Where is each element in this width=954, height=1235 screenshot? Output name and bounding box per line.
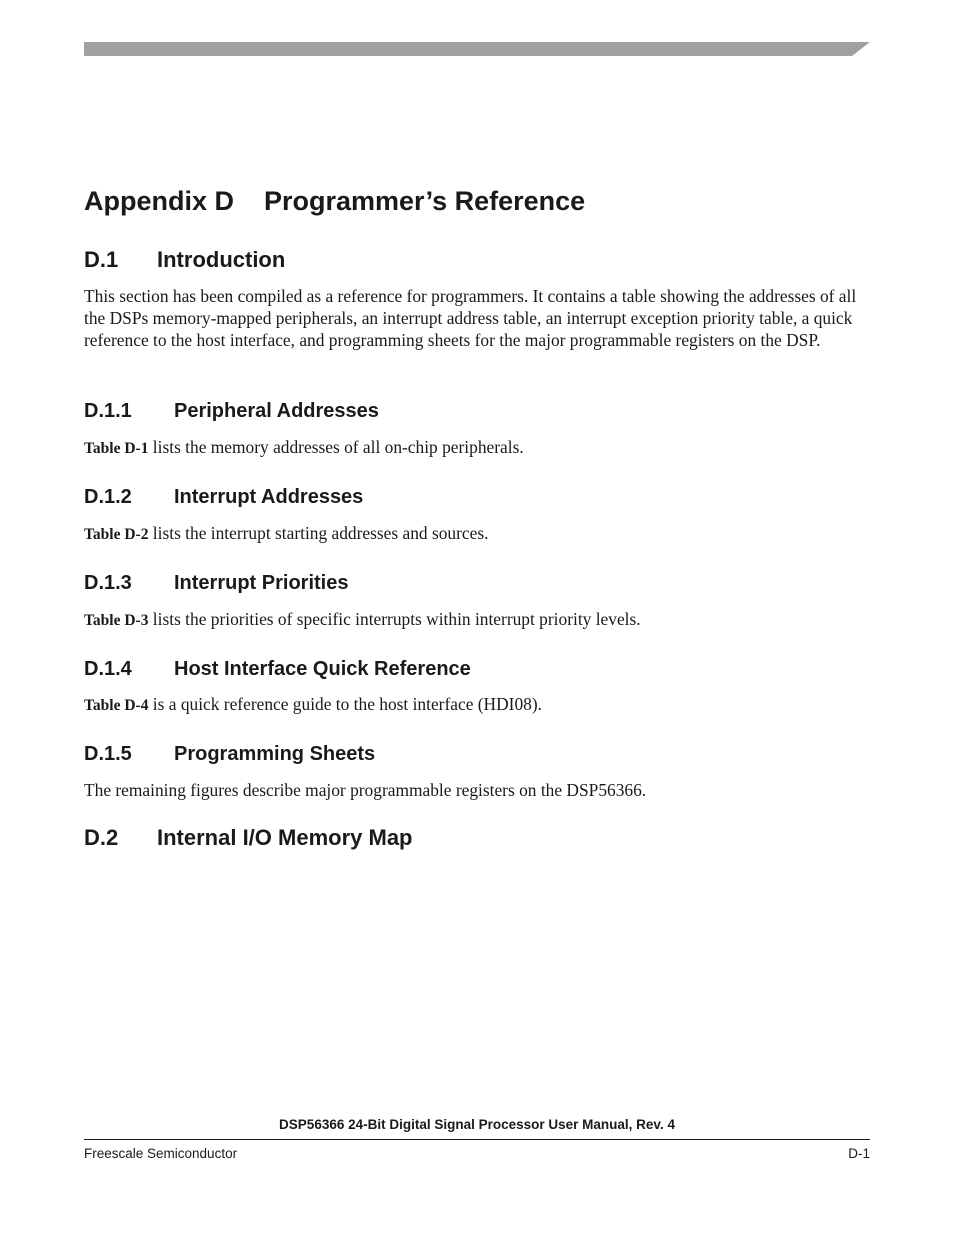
section-heading-d1-4 <box>84 658 471 681</box>
appendix-number: Appendix D <box>84 186 235 216</box>
table-reference-link[interactable]: Table D-4 <box>84 697 149 714</box>
section-number: D.1.1 <box>84 400 132 422</box>
table-reference-link[interactable]: Table D-2 <box>84 526 149 543</box>
section-heading-d1 <box>84 247 285 273</box>
body-text: lists the memory addresses of all on-chip peripherals. <box>148 437 524 457</box>
section-title: Interrupt Addresses <box>174 486 364 508</box>
footer-page-number: D-1 <box>848 1146 870 1161</box>
section-number: D.1.2 <box>84 486 132 508</box>
appendix-heading <box>84 186 585 217</box>
table-reference-link[interactable]: Table D-1 <box>84 440 149 457</box>
footer-company: Freescale Semiconductor <box>84 1146 238 1161</box>
section-heading-d1-5 <box>84 743 375 766</box>
section-heading-d2 <box>84 825 413 851</box>
table-reference-link[interactable]: Table D-3 <box>84 612 149 629</box>
section-number: D.1 <box>84 247 119 272</box>
section-body-d1-5: The remaining figures describe major programmable registers on the DSP56366. <box>84 780 647 800</box>
body-text: lists the interrupt starting addresses and sources. <box>148 523 489 543</box>
body-text: lists the priorities of specific interrupts within interrupt priority levels. <box>148 609 641 629</box>
section-body-d1-2 <box>84 522 874 546</box>
section-body-d1-3 <box>84 608 874 632</box>
section-number: D.1.5 <box>84 743 132 765</box>
section-body-d1-4 <box>84 693 874 717</box>
section-number: D.2 <box>84 825 119 850</box>
section-title: Introduction <box>157 247 286 272</box>
footer-manual-title: DSP56366 24-Bit Digital Signal Processor User Manual, Rev. 4 <box>279 1117 675 1132</box>
section-heading-d1-3 <box>84 572 348 595</box>
footer-divider <box>84 1139 870 1140</box>
section-heading-d1-1 <box>84 400 379 423</box>
section-number: D.1.4 <box>84 658 132 680</box>
section-title: Programming Sheets <box>174 743 376 765</box>
header-bar <box>84 42 870 56</box>
section-title: Host Interface Quick Reference <box>174 658 471 680</box>
appendix-title: Programmer’s Reference <box>264 186 586 216</box>
section-number: D.1.3 <box>84 572 132 594</box>
section-body-d1: This section has been compiled as a reference for programmers. It contains a table showing the addresses of all the DSPs memory-mapped peripherals, an interrupt address table, an interrupt exception priority table, a quick reference to the host interface, and programming sheets for the major programmable registers on the DSP. <box>84 286 857 350</box>
section-title: Interrupt Priorities <box>174 572 349 594</box>
body-text: is a quick reference guide to the host interface (HDI08). <box>148 694 542 714</box>
section-body-d1-1 <box>84 436 874 460</box>
section-title: Peripheral Addresses <box>174 400 379 422</box>
section-title: Internal I/O Memory Map <box>157 825 413 850</box>
section-heading-d1-2 <box>84 486 363 509</box>
